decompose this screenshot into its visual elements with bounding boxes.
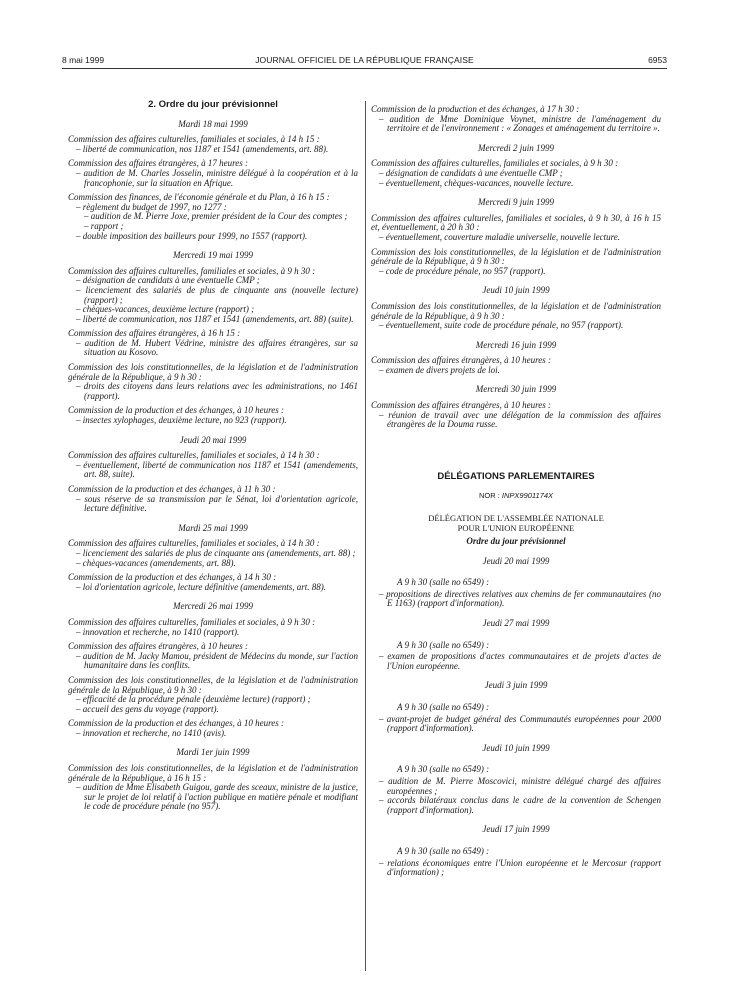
agenda-item: – audition de M. Hubert Védrine, ministre des affaires étrangères, sur sa situation au Kosovo. bbox=[76, 337, 358, 358]
page-number: 6953 bbox=[648, 55, 667, 65]
agenda-item: – désignation de candidats à une éventuelle CMP ; bbox=[379, 167, 563, 178]
day-heading: Mercredi 2 juin 1999 bbox=[477, 142, 555, 153]
commission-heading: Commission des affaires culturelles, familiales et sociales, à 9 h 30 : bbox=[68, 265, 316, 276]
commission-heading: Commission des affaires culturelles, familiales et sociales, à 14 h 15 : bbox=[68, 134, 320, 145]
delegations-title: DÉLÉGATIONS PARLEMENTAIRES bbox=[437, 470, 595, 482]
agenda-item: – sous réserve de sa transmission par le Sénat, loi d'orientation agricole, lecture définitive. bbox=[76, 493, 358, 514]
commission-heading: Commission des affaires culturelles, familiales et sociales, à 9 h 30 : bbox=[371, 158, 619, 169]
agenda-day bbox=[371, 144, 661, 188]
delegation-name bbox=[371, 513, 661, 533]
day-heading: Mercredi 9 juin 1999 bbox=[477, 197, 555, 208]
delegation-name-line2: POUR L'UNION EUROPÉENNE bbox=[457, 523, 575, 534]
delegation-name-line1: DÉLÉGATION DE L'ASSEMBLÉE NATIONALE bbox=[428, 513, 604, 524]
agenda-item: – droits des citoyens dans leurs relations avec les administrations, no 1461 (rapport). bbox=[76, 381, 358, 401]
right-column bbox=[371, 100, 661, 878]
agenda-item: – examen de divers projets de loi. bbox=[379, 364, 500, 375]
commission-heading: Commission des affaires étrangères, à 10 heures : bbox=[371, 400, 551, 411]
right-agenda bbox=[371, 105, 661, 430]
delegation-day bbox=[371, 681, 661, 733]
section-title: 2. Ordre du jour prévisionnel bbox=[148, 99, 278, 110]
nor-label: NOR : bbox=[478, 491, 500, 501]
commission-heading: Commission des affaires étrangères, à 17 heures : bbox=[68, 158, 248, 169]
agenda-item: – règlement du budget de 1997, no 1277 : bbox=[76, 201, 227, 212]
meeting-slot: A 9 h 30 (salle no 6549) : bbox=[397, 577, 490, 588]
agenda-item: – éventuellement, couverture maladie universelle, nouvelle lecture. bbox=[379, 231, 620, 242]
commission-heading: Commission des lois constitutionnelles, de la législation et de l'administration générale de la République, à 16 h 15 : bbox=[68, 763, 358, 783]
delegation-day bbox=[371, 744, 661, 816]
commission-heading: Commission des affaires culturelles, familiales et sociales, à 9 h 30, à 16 h 15 et, éventuellement, à 20 h 30 : bbox=[371, 212, 661, 233]
agenda-item: – réunion de travail avec une délégation de la commission des affaires étrangères de la Douma russe. bbox=[379, 409, 661, 430]
left-column bbox=[68, 100, 358, 812]
commission-heading: Commission de la production et des échanges, à 10 heures : bbox=[68, 405, 285, 416]
agenda-day bbox=[68, 436, 358, 514]
day-heading: Mercredi 19 mai 1999 bbox=[172, 250, 254, 261]
commission-heading: Commission des finances, de l'économie générale et du Plan, à 16 h 15 : bbox=[68, 192, 330, 203]
commission-heading: Commission de la production et des échanges, à 10 heures : bbox=[68, 718, 285, 729]
column-divider bbox=[365, 101, 366, 971]
agenda-item: – audition de M. Pierre Joxe, premier président de la Cour des comptes ; bbox=[84, 211, 348, 222]
delegation-day bbox=[371, 557, 661, 609]
agenda-item: – audition de M. Jacky Mamou, président de Médecins du monde, sur l'action humanitaire dans les conflits. bbox=[76, 650, 358, 671]
agenda-item: – propositions de directives relatives aux chemins de fer communautaires (no E 1163) (rapport d'information). bbox=[379, 588, 661, 609]
commission-heading: Commission des affaires culturelles, familiales et sociales, à 14 h 30 : bbox=[68, 538, 320, 549]
header-date: 8 mai 1999 bbox=[62, 55, 105, 65]
agenda-day bbox=[68, 524, 358, 593]
day-heading: Mercredi 16 juin 1999 bbox=[475, 339, 557, 350]
agenda-day bbox=[371, 286, 661, 330]
agenda-day bbox=[371, 198, 661, 276]
agenda-item: – désignation de candidats à une éventuelle CMP ; bbox=[76, 275, 260, 286]
header-rule bbox=[62, 68, 667, 69]
commission-heading: Commission des affaires étrangères, à 10 heures : bbox=[371, 355, 551, 366]
nor-reference bbox=[371, 491, 661, 501]
day-heading: Mercredi 30 juin 1999 bbox=[475, 384, 557, 395]
agenda-item: – loi d'orientation agricole, lecture définitive (amendements, art. 88). bbox=[76, 581, 327, 592]
day-heading: Jeudi 3 juin 1999 bbox=[484, 680, 548, 691]
day-heading: Mardi 25 mai 1999 bbox=[178, 522, 248, 533]
meeting-slot: A 9 h 30 (salle no 6549) : bbox=[397, 764, 490, 775]
agenda-item: – audition de M. Charles Josselin, ministre délégué à la coopération et à la francophonie, sur la situation en Afrique. bbox=[76, 167, 358, 188]
agenda-item: – audition de M. Pierre Moscovici, ministre délégué chargé des affaires européennes ; bbox=[379, 775, 661, 796]
agenda-item: – licenciement des salariés de plus de cinquante ans (nouvelle lecture) (rapport) ; bbox=[76, 284, 358, 305]
agenda-item: – éventuellement, liberté de communication nos 1187 et 1541 (amendements, art. 88, suite). bbox=[76, 459, 358, 480]
agenda-item: – rapport ; bbox=[84, 220, 124, 231]
agenda-item: – accords bilatéraux conclus dans le cadre de la convention de Schengen (rapport d'information). bbox=[379, 795, 661, 815]
agenda-item: – liberté de communication, nos 1187 et 1541 (amendements, art. 88). bbox=[76, 143, 329, 154]
agenda-item: – relations économiques entre l'Union européenne et le Mercosur (rapport d'information) ; bbox=[379, 857, 661, 878]
commission-heading: Commission des lois constitutionnelles, de la législation et de l'administration générale de la République, à 9 h 30 : bbox=[371, 300, 661, 321]
agenda-item: – audition de Mme Elisabeth Guigou, garde des sceaux, ministre de la justice, sur le projet de loi relatif à l'action publique en matière pénale et modifiant le code de procédure pénale (no 957). bbox=[76, 782, 358, 812]
agenda-day bbox=[68, 251, 358, 426]
page-header bbox=[62, 55, 667, 67]
commission-heading: Commission des affaires culturelles, familiales et sociales, à 14 h 30 : bbox=[68, 450, 320, 461]
agenda-item: – efficacité de la procédure pénale (deuxième lecture) (rapport) ; bbox=[76, 694, 311, 705]
meeting-slot: A 9 h 30 (salle no 6549) : bbox=[397, 845, 490, 856]
meeting-slot: A 9 h 30 (salle no 6549) : bbox=[397, 639, 490, 650]
agenda-item: – double imposition des bailleurs pour 1999, no 1557 (rapport). bbox=[76, 230, 308, 241]
agenda-item: – licenciement des salariés de plus de cinquante ans (amendements, art. 88) ; bbox=[76, 547, 356, 558]
agenda-day bbox=[371, 105, 661, 134]
day-heading: Mercredi 26 mai 1999 bbox=[172, 601, 254, 612]
agenda-item: – innovation et recherche, no 1410 (avis). bbox=[76, 727, 227, 738]
agenda-day bbox=[68, 120, 358, 242]
day-heading: Jeudi 17 juin 1999 bbox=[482, 824, 550, 835]
day-heading: Mardi 1er juin 1999 bbox=[176, 747, 250, 758]
agenda-item: – liberté de communication, nos 1187 et 1541 (amendements, art. 88) (suite). bbox=[76, 313, 354, 324]
agenda-day bbox=[68, 748, 358, 812]
commission-heading: Commission de la production et des échanges, à 14 h 30 : bbox=[68, 572, 277, 583]
agenda-item: – accueil des gens du voyage (rapport). bbox=[76, 703, 219, 714]
commission-heading: Commission des affaires culturelles, familiales et sociales, à 9 h 30 : bbox=[68, 616, 316, 627]
day-heading: Jeudi 10 juin 1999 bbox=[482, 285, 550, 296]
commission-heading: Commission des lois constitutionnelles, de la législation et de l'administration générale de la République, à 9 h 30 : bbox=[68, 362, 358, 382]
commission-heading: Commission des lois constitutionnelles, de la législation et de l'administration générale de la République, à 9 h 30 : bbox=[371, 246, 661, 267]
day-heading: Jeudi 20 mai 1999 bbox=[179, 434, 247, 445]
delegation-agenda bbox=[371, 557, 661, 878]
agenda-day bbox=[68, 602, 358, 738]
agenda-item: – innovation et recherche, no 1410 (rapport). bbox=[76, 626, 240, 637]
delegation-day bbox=[371, 619, 661, 671]
agenda-item: – éventuellement, chèques-vacances, nouvelle lecture. bbox=[379, 177, 574, 188]
commission-heading: Commission des lois constitutionnelles, de la législation et de l'administration générale de la République, à 9 h 30 : bbox=[68, 674, 358, 695]
agenda-item: – éventuellement, suite code de procédure pénale, no 957 (rapport). bbox=[379, 320, 624, 331]
day-heading: Jeudi 10 juin 1999 bbox=[482, 742, 550, 753]
agenda-item: – code de procédure pénale, no 957 (rapport). bbox=[379, 265, 546, 276]
agenda-item: – avant-projet de budget général des Communautés européennes pour 2000 (rapport d'information). bbox=[379, 713, 661, 734]
agenda-item: – chèques-vacances (amendements, art. 88). bbox=[76, 557, 236, 568]
commission-heading: Commission de la production et des échanges, à 11 h 30 : bbox=[68, 484, 276, 494]
meeting-slot: A 9 h 30 (salle no 6549) : bbox=[397, 701, 490, 712]
nor-code: INPX9901174X bbox=[501, 491, 554, 501]
agenda-day bbox=[371, 385, 661, 429]
agenda-item: – insectes xylophages, deuxième lecture, no 923 (rapport). bbox=[76, 415, 287, 426]
delegation-day bbox=[371, 825, 661, 877]
agenda-item: – examen de propositions d'actes communautaires et de projets d'actes de l'Union européenne. bbox=[379, 651, 661, 671]
agenda-day bbox=[371, 341, 661, 376]
day-heading: Jeudi 27 mai 1999 bbox=[482, 618, 550, 628]
commission-heading: Commission de la production et des échanges, à 17 h 30 : bbox=[371, 104, 580, 114]
agenda-item: – chèques-vacances, deuxième lecture (rapport) ; bbox=[76, 304, 255, 315]
day-heading: Jeudi 20 mai 1999 bbox=[482, 555, 550, 566]
commission-heading: Commission des affaires étrangères, à 10 heures : bbox=[68, 641, 248, 652]
agenda-item: – audition de Mme Dominique Voynet, ministre de l'aménagement du territoire et de l'environnement : « Zonages et aménagement du territoire ». bbox=[379, 113, 661, 134]
journal-title: JOURNAL OFFICIEL DE LA RÉPUBLIQUE FRANÇAISE bbox=[255, 55, 474, 65]
commission-heading: Commission des affaires étrangères, à 16 h 15 : bbox=[68, 328, 241, 339]
delegation-agenda-title: Ordre du jour prévisionnel bbox=[466, 536, 566, 547]
day-heading: Mardi 18 mai 1999 bbox=[178, 118, 248, 129]
